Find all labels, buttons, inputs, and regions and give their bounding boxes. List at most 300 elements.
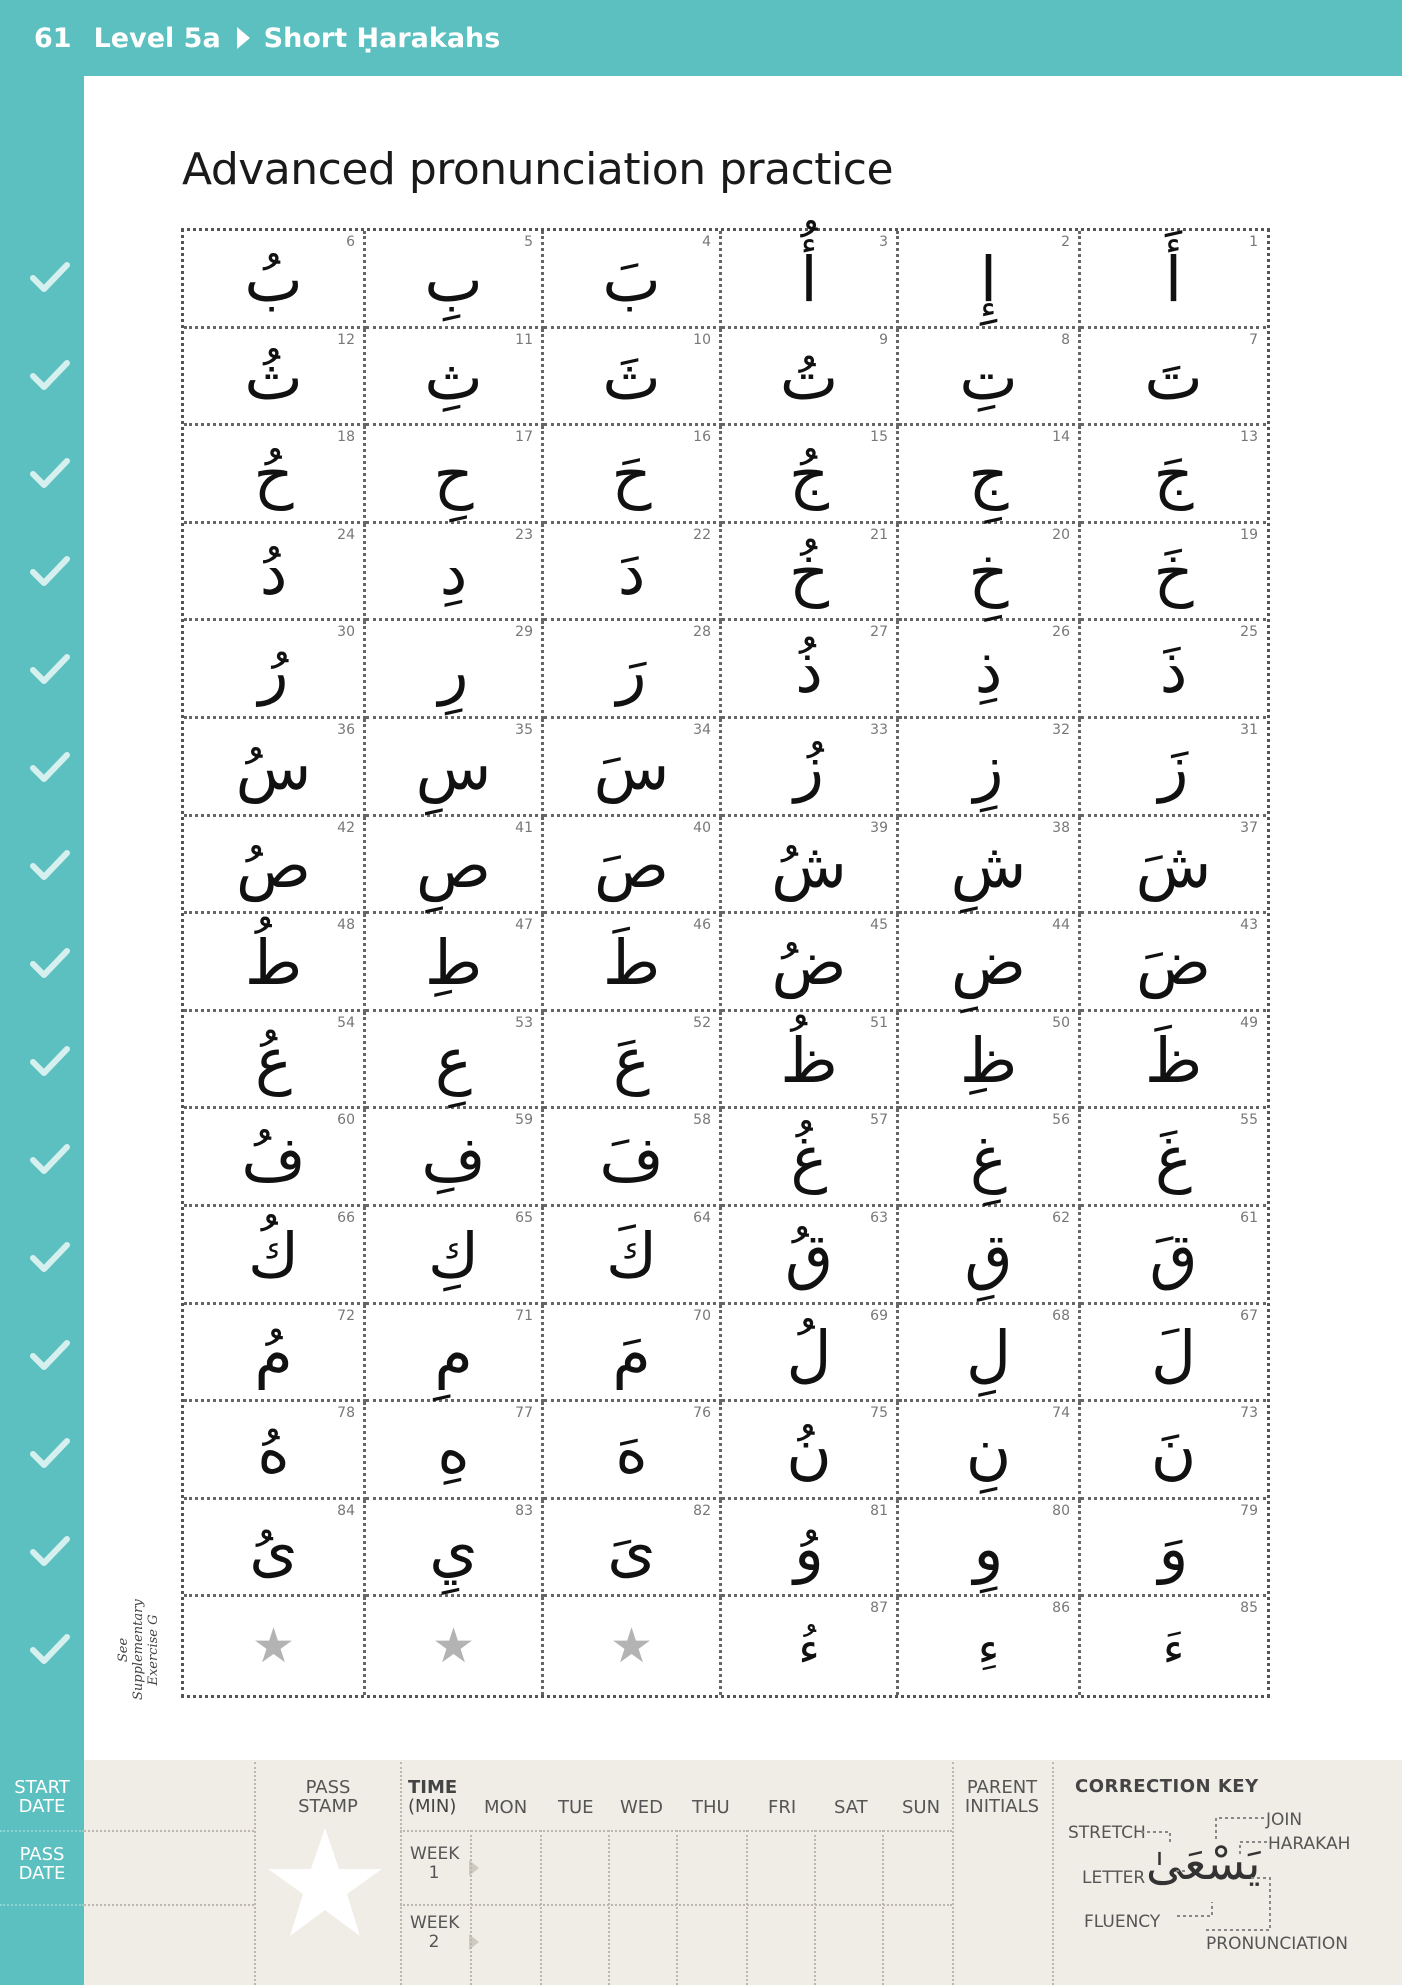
arabic-letter: أُ xyxy=(800,243,818,317)
cell-number: 19 xyxy=(1240,526,1258,543)
arabic-letter: مُ xyxy=(254,1316,293,1390)
cell-number: 44 xyxy=(1052,917,1070,934)
arabic-letter: قُ xyxy=(784,1219,834,1293)
star-icon: ★ xyxy=(431,1618,476,1675)
arabic-letter: ثُ xyxy=(244,340,303,414)
letter-cell xyxy=(722,524,899,622)
cell-number: 6 xyxy=(346,234,355,250)
cell-number: 45 xyxy=(870,917,888,934)
supp-note-line: Exercise G xyxy=(146,1614,161,1686)
ck-harakah: HARAKAH xyxy=(1268,1834,1351,1854)
arabic-letter: قَ xyxy=(1149,1219,1198,1293)
time-cell-w1-sat[interactable] xyxy=(818,1834,880,1900)
time-cell-w1-fri[interactable] xyxy=(750,1834,812,1900)
arabic-letter: لُ xyxy=(786,1316,832,1390)
arabic-letter: ىَ xyxy=(607,1512,656,1586)
week-line: 1 xyxy=(428,1863,440,1883)
letter-cell xyxy=(184,1207,366,1305)
arabic-letter: طَ xyxy=(602,926,661,1000)
arabic-letter: سَ xyxy=(593,731,670,805)
cell-number: 64 xyxy=(693,1209,711,1226)
cell-number: 40 xyxy=(693,819,711,836)
cell-number: 30 xyxy=(337,624,355,641)
arabic-letter: غَ xyxy=(1155,1121,1192,1195)
arabic-letter: فِ xyxy=(421,1121,486,1195)
letter-cell xyxy=(722,426,899,524)
letter-cell xyxy=(544,231,722,329)
cell-number: 78 xyxy=(337,1405,355,1422)
start-date-line: DATE xyxy=(18,1796,66,1817)
cell-number: 62 xyxy=(1052,1209,1070,1226)
time-cell-w1-tue[interactable] xyxy=(544,1834,606,1900)
ck-fluency: FLUENCY xyxy=(1084,1912,1161,1932)
letter-cell xyxy=(544,524,722,622)
letter-cell xyxy=(366,1500,544,1598)
arabic-letter: ءِ xyxy=(977,1621,1000,1676)
cell-number: 2 xyxy=(1061,234,1070,250)
letter-cell xyxy=(899,1597,1081,1695)
letter-cell xyxy=(722,231,899,329)
cell-number: 77 xyxy=(515,1405,533,1422)
checkmark-icon[interactable] xyxy=(30,1240,70,1274)
letter-cell xyxy=(1081,524,1266,622)
cell-number: 18 xyxy=(337,429,355,446)
arabic-letter: لِ xyxy=(965,1316,1012,1390)
arabic-letter: وَ xyxy=(1158,1512,1189,1586)
week-1-label xyxy=(410,1845,458,1883)
letter-cell xyxy=(366,1012,544,1110)
cell-number: 73 xyxy=(1240,1405,1258,1422)
letter-cell xyxy=(899,1109,1081,1207)
letter-cell xyxy=(366,1305,544,1403)
parent-initials-w1[interactable] xyxy=(956,1834,1048,1900)
cell-number: 13 xyxy=(1240,429,1258,446)
letter-cell xyxy=(184,1305,366,1403)
pass-stamp-line: STAMP xyxy=(298,1796,358,1817)
cell-number: 50 xyxy=(1052,1014,1070,1031)
week-line: WEEK xyxy=(410,1913,460,1933)
letter-cell xyxy=(184,1109,366,1207)
divider xyxy=(1052,1762,1054,1985)
cell-number: 51 xyxy=(870,1014,888,1031)
arabic-letter: نُ xyxy=(786,1414,832,1488)
checkmark-icon[interactable] xyxy=(30,358,70,392)
divider xyxy=(746,1830,748,1985)
letter-cell xyxy=(366,524,544,622)
letter-cell xyxy=(1081,1597,1266,1695)
cell-number: 71 xyxy=(515,1307,533,1324)
letter-cell xyxy=(544,621,722,719)
arabic-letter: طُ xyxy=(244,926,303,1000)
checkmark-icon[interactable] xyxy=(30,1632,70,1666)
letter-cell xyxy=(184,719,366,817)
time-cell-w2-tue[interactable] xyxy=(544,1908,606,1980)
letter-cell xyxy=(899,426,1081,524)
week-2-label xyxy=(410,1914,458,1952)
letter-cell xyxy=(899,329,1081,427)
arabic-letter: هِ xyxy=(437,1414,470,1488)
letter-cell xyxy=(722,1012,899,1110)
arabic-letter: خُ xyxy=(788,536,830,610)
letter-cell xyxy=(544,1207,722,1305)
arabic-letter: لَ xyxy=(1150,1316,1197,1390)
parent-initials-w2[interactable] xyxy=(956,1908,1048,1980)
level-label: Level 5a xyxy=(93,22,221,54)
breadcrumb-arrow-icon xyxy=(237,27,250,49)
star-cell xyxy=(366,1597,544,1695)
day-thu: THU xyxy=(692,1797,730,1818)
arabic-letter: ثَ xyxy=(602,340,661,414)
time-cell-w1-sun[interactable] xyxy=(886,1834,950,1900)
letter-cell xyxy=(1081,621,1266,719)
checkmark-icon[interactable] xyxy=(30,456,70,490)
arabic-letter: عِ xyxy=(435,1024,472,1098)
letter-cell xyxy=(1081,1207,1266,1305)
cell-number: 53 xyxy=(515,1014,533,1031)
letter-cell xyxy=(184,1500,366,1598)
letter-cell xyxy=(366,1402,544,1500)
arabic-letter: هَ xyxy=(615,1414,648,1488)
letter-cell xyxy=(722,1109,899,1207)
arabic-letter: حَ xyxy=(611,438,652,512)
ck-pronunciation: PRONUNCIATION xyxy=(1206,1934,1349,1954)
arabic-letter: غُ xyxy=(790,1121,828,1195)
arabic-letter: كُ xyxy=(247,1219,300,1293)
letter-cell xyxy=(366,231,544,329)
arabic-letter: ذُ xyxy=(795,633,823,707)
arabic-letter: أَ xyxy=(1164,243,1183,317)
cell-number: 49 xyxy=(1240,1014,1258,1031)
time-cell-w2-mon[interactable] xyxy=(474,1908,538,1980)
divider xyxy=(0,1904,84,1906)
letter-cell xyxy=(366,1207,544,1305)
arabic-letter: دُ xyxy=(259,536,288,610)
time-cell-w2-fri[interactable] xyxy=(750,1908,812,1980)
arabic-letter: رَ xyxy=(616,633,647,707)
checkmark-icon[interactable] xyxy=(30,1044,70,1078)
cell-number: 12 xyxy=(337,331,355,348)
cell-number: 75 xyxy=(870,1405,888,1422)
checkmark-icon[interactable] xyxy=(30,1436,70,1470)
arabic-letter: عَ xyxy=(613,1024,650,1098)
supp-note-line: Supplementary xyxy=(131,1599,146,1700)
letter-cell xyxy=(544,1402,722,1500)
letter-cell xyxy=(899,817,1081,915)
cell-number: 14 xyxy=(1052,429,1070,446)
letter-cell xyxy=(544,1012,722,1110)
cell-number: 31 xyxy=(1240,721,1258,738)
arabic-letter: ضَ xyxy=(1136,926,1211,1000)
ck-stretch: STRETCH xyxy=(1068,1823,1146,1843)
cell-number: 11 xyxy=(515,331,533,348)
letter-cell xyxy=(544,719,722,817)
cell-number: 69 xyxy=(870,1307,888,1324)
arabic-letter: فُ xyxy=(241,1121,306,1195)
divider xyxy=(814,1830,816,1985)
letter-cell xyxy=(544,914,722,1012)
letter-cell xyxy=(544,1500,722,1598)
letter-cell xyxy=(899,1207,1081,1305)
arabic-letter: حُ xyxy=(253,438,294,512)
letter-cell xyxy=(184,621,366,719)
time-cell-w1-wed[interactable] xyxy=(612,1834,674,1900)
week-line: WEEK xyxy=(410,1844,460,1864)
letter-cell xyxy=(1081,1109,1266,1207)
letter-cell xyxy=(1081,426,1266,524)
arabic-letter: ءَ xyxy=(1162,1621,1185,1676)
star-cell xyxy=(544,1597,722,1695)
arabic-letter: هُ xyxy=(257,1414,290,1488)
arabic-letter: خِ xyxy=(968,536,1009,610)
letter-cell xyxy=(366,1109,544,1207)
cell-number: 39 xyxy=(870,819,888,836)
letter-cell xyxy=(544,1305,722,1403)
cell-number: 25 xyxy=(1240,624,1258,641)
letter-cell xyxy=(366,621,544,719)
cell-number: 66 xyxy=(337,1209,355,1226)
letter-cell xyxy=(899,1305,1081,1403)
cell-number: 59 xyxy=(515,1112,533,1129)
time-cell-w2-wed[interactable] xyxy=(612,1908,674,1980)
cell-number: 47 xyxy=(515,917,533,934)
cell-number: 63 xyxy=(870,1209,888,1226)
time-cell-w2-sun[interactable] xyxy=(886,1908,950,1980)
cell-number: 60 xyxy=(337,1112,355,1129)
cell-number: 27 xyxy=(870,624,888,641)
side-strip xyxy=(0,76,84,1985)
correction-key-guides xyxy=(1140,1812,1290,1952)
star-icon: ★ xyxy=(251,1618,296,1675)
cell-number: 23 xyxy=(515,526,533,543)
arabic-letter: صُ xyxy=(236,828,311,902)
arabic-letter: شَ xyxy=(1135,828,1212,902)
ck-letter: LETTER xyxy=(1082,1868,1146,1888)
letter-cell xyxy=(899,1402,1081,1500)
cell-number: 29 xyxy=(515,624,533,641)
parent-initials-label xyxy=(956,1778,1048,1816)
letter-cell xyxy=(366,426,544,524)
letter-cell xyxy=(184,1402,366,1500)
arabic-letter: جَ xyxy=(1153,438,1194,512)
checkmark-icon[interactable] xyxy=(30,652,70,686)
start-date-label xyxy=(0,1778,84,1816)
checkmark-icon[interactable] xyxy=(30,750,70,784)
arabic-letter: وُ xyxy=(794,1512,824,1586)
day-tue: TUE xyxy=(558,1797,594,1818)
cell-number: 70 xyxy=(693,1307,711,1324)
star-icon xyxy=(266,1826,384,1940)
letter-cell xyxy=(184,524,366,622)
cell-number: 16 xyxy=(693,429,711,446)
arabic-letter: فَ xyxy=(599,1121,664,1195)
divider xyxy=(540,1830,542,1985)
letter-cell xyxy=(184,329,366,427)
letter-cell xyxy=(544,426,722,524)
cell-number: 37 xyxy=(1240,819,1258,836)
arabic-letter: ءُ xyxy=(798,1621,820,1676)
letter-cell xyxy=(1081,231,1266,329)
arabic-letter: ضُ xyxy=(771,926,847,1000)
letter-cell xyxy=(1081,719,1266,817)
checkmark-icon[interactable] xyxy=(30,848,70,882)
checkmark-icon[interactable] xyxy=(30,1534,70,1568)
ck-example-word: يَسْعَىٰ xyxy=(1146,1836,1261,1890)
arabic-letter: إِ xyxy=(979,243,998,317)
letter-cell xyxy=(722,1402,899,1500)
cell-number: 17 xyxy=(515,429,533,446)
start-date-field[interactable] xyxy=(90,1768,250,1826)
arabic-letter: وِ xyxy=(973,1512,1004,1586)
cell-number: 21 xyxy=(870,526,888,543)
cell-number: 74 xyxy=(1052,1405,1070,1422)
time-cell-w1-thu[interactable] xyxy=(680,1834,744,1900)
section-label: Short Ḥarakahs xyxy=(263,22,501,54)
pass-date-label xyxy=(0,1845,84,1883)
divider xyxy=(882,1830,884,1985)
cell-number: 83 xyxy=(515,1502,533,1519)
cell-number: 10 xyxy=(693,331,711,348)
letter-cell xyxy=(1081,1305,1266,1403)
divider xyxy=(676,1830,678,1985)
arabic-letter: قِ xyxy=(964,1219,1013,1293)
arabic-letter: ىُ xyxy=(249,1512,298,1586)
cell-number: 82 xyxy=(693,1502,711,1519)
arabic-letter: غِ xyxy=(970,1121,1007,1195)
cell-number: 36 xyxy=(337,721,355,738)
checkmark-icon[interactable] xyxy=(30,260,70,294)
arabic-letter: ثِ xyxy=(424,340,483,414)
letter-cell xyxy=(899,1012,1081,1110)
pass-stamp-label xyxy=(270,1778,386,1816)
arabic-letter: مِ xyxy=(434,1316,473,1390)
arabic-letter: ظُ xyxy=(780,1024,838,1098)
cell-number: 22 xyxy=(693,526,711,543)
arabic-letter: جُ xyxy=(788,438,830,512)
day-mon: MON xyxy=(484,1797,528,1818)
cell-number: 28 xyxy=(693,624,711,641)
arabic-letter: تَ xyxy=(1144,340,1203,414)
letter-cell xyxy=(899,1500,1081,1598)
letter-cell xyxy=(544,817,722,915)
cell-number: 65 xyxy=(515,1209,533,1226)
letter-cell xyxy=(722,1500,899,1598)
supplementary-note xyxy=(116,1600,161,1700)
arabic-letter: كِ xyxy=(427,1219,480,1293)
arabic-letter: جِ xyxy=(968,438,1009,512)
arabic-letter: تُ xyxy=(779,340,839,414)
letter-cell xyxy=(1081,817,1266,915)
divider xyxy=(254,1762,256,1985)
arabic-letter: نَ xyxy=(1150,1414,1197,1488)
time-label xyxy=(408,1778,464,1816)
header-bar xyxy=(0,0,1402,76)
letter-cell xyxy=(899,524,1081,622)
arabic-letter: شُ xyxy=(771,828,847,902)
letter-cell xyxy=(184,426,366,524)
cell-number: 43 xyxy=(1240,917,1258,934)
cell-number: 85 xyxy=(1240,1600,1258,1617)
checkmark-icon[interactable] xyxy=(30,1142,70,1176)
arabic-letter: تِ xyxy=(959,340,1018,414)
cell-number: 20 xyxy=(1052,526,1070,543)
cell-number: 8 xyxy=(1061,331,1070,348)
cell-number: 46 xyxy=(693,917,711,934)
ck-join: JOIN xyxy=(1266,1810,1303,1830)
cell-number: 34 xyxy=(693,721,711,738)
arabic-letter: شِ xyxy=(950,828,1027,902)
letter-cell xyxy=(722,329,899,427)
checkmark-icon[interactable] xyxy=(30,554,70,588)
divider xyxy=(400,1762,402,1985)
arabic-letter: ظِ xyxy=(959,1024,1018,1098)
cell-number: 52 xyxy=(693,1014,711,1031)
star-icon: ★ xyxy=(609,1618,654,1675)
cell-number: 7 xyxy=(1249,331,1258,348)
letter-cell xyxy=(722,914,899,1012)
star-cell xyxy=(184,1597,366,1695)
checkmark-icon[interactable] xyxy=(30,946,70,980)
arabic-letter: زَ xyxy=(1158,731,1189,805)
letter-cell xyxy=(366,719,544,817)
header-text xyxy=(34,0,500,76)
time-cell-w1-mon[interactable] xyxy=(474,1834,538,1900)
cell-number: 15 xyxy=(870,429,888,446)
cell-number: 86 xyxy=(1052,1600,1070,1617)
arabic-letter: نِ xyxy=(965,1414,1012,1488)
arabic-letter: صِ xyxy=(416,828,491,902)
start-date-line: START xyxy=(14,1777,70,1798)
letter-cell xyxy=(1081,329,1266,427)
cell-number: 32 xyxy=(1052,721,1070,738)
divider xyxy=(84,1830,254,1832)
cell-number: 72 xyxy=(337,1307,355,1324)
time-cell-w2-thu[interactable] xyxy=(680,1908,744,1980)
divider xyxy=(0,1830,84,1832)
letter-cell xyxy=(899,231,1081,329)
day-wed: WED xyxy=(620,1797,664,1818)
arabic-letter: مَ xyxy=(612,1316,651,1390)
cell-number: 61 xyxy=(1240,1209,1258,1226)
arabic-letter: دِ xyxy=(439,536,468,610)
cell-number: 9 xyxy=(879,331,888,348)
arabic-letter: كَ xyxy=(605,1219,658,1293)
letter-cell xyxy=(722,719,899,817)
arabic-letter: سُ xyxy=(235,731,312,805)
time-line: TIME xyxy=(408,1777,458,1798)
checkmark-icon[interactable] xyxy=(30,1338,70,1372)
letter-cell xyxy=(1081,1500,1266,1598)
arabic-letter: صَ xyxy=(594,828,669,902)
arabic-letter: بِ xyxy=(424,243,483,317)
pass-date-field[interactable] xyxy=(90,1838,250,1898)
arabic-letter: حِ xyxy=(433,438,474,512)
cell-number: 41 xyxy=(515,819,533,836)
time-cell-w2-sat[interactable] xyxy=(818,1908,880,1980)
letter-cell xyxy=(722,1207,899,1305)
cell-number: 80 xyxy=(1052,1502,1070,1519)
cell-number: 87 xyxy=(870,1600,888,1617)
divider xyxy=(470,1830,472,1985)
cell-number: 42 xyxy=(337,819,355,836)
letter-cell xyxy=(544,329,722,427)
divider xyxy=(608,1830,610,1985)
divider xyxy=(952,1762,954,1985)
cell-number: 58 xyxy=(693,1112,711,1129)
cell-number: 54 xyxy=(337,1014,355,1031)
cell-number: 76 xyxy=(693,1405,711,1422)
cell-number: 35 xyxy=(515,721,533,738)
divider xyxy=(84,1904,254,1906)
